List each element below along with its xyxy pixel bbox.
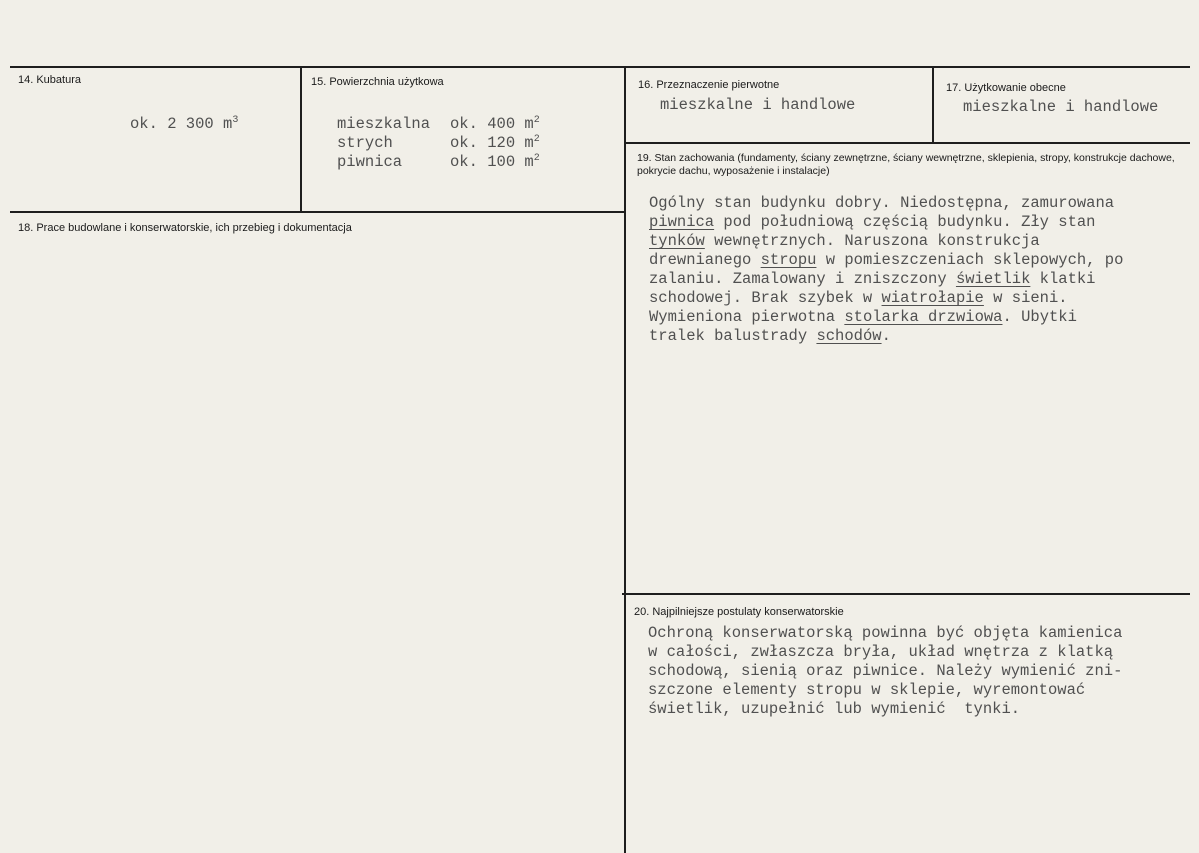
field-15-label: 15. Powierzchnia użytkowa xyxy=(311,76,444,88)
area-row xyxy=(337,115,430,134)
stan-text-segment: wewnętrznych. Naruszona konstrukcja xyxy=(704,232,1040,250)
divider-under-16-17 xyxy=(625,142,1190,144)
area-row-value xyxy=(450,115,540,134)
stan-line xyxy=(649,232,1189,251)
top-border-line xyxy=(10,66,1190,68)
underlined-term: tynków xyxy=(649,232,705,250)
kubatura-exponent: 3 xyxy=(232,115,239,126)
postulaty-line: Ochroną konserwatorską powinna być objęta kamienica xyxy=(648,624,1123,642)
postulaty-line: szczone elementy stropu w sklepie, wyremontować xyxy=(648,681,1086,699)
stan-line xyxy=(649,270,1189,289)
postulaty-line: w całości, zwłaszcza bryła, układ wnętrza z klatką xyxy=(648,643,1114,661)
area-name: piwnica xyxy=(337,153,403,171)
field-19-text xyxy=(649,194,1189,346)
area-value: 100 m xyxy=(487,153,534,171)
stan-line xyxy=(649,251,1189,270)
field-14-label: 14. Kubatura xyxy=(18,74,81,86)
stan-line xyxy=(649,308,1189,327)
divider-16-17 xyxy=(932,67,934,143)
stan-text-segment: schodowej. Brak szybek w xyxy=(649,289,882,307)
stan-text-segment: Ogólny stan budynku dobry. Niedostępna, zamurowana xyxy=(649,194,1115,212)
area-row-value xyxy=(450,134,540,153)
area-row xyxy=(337,134,393,153)
divider-above-20 xyxy=(622,593,1190,595)
area-value: 120 m xyxy=(487,134,534,152)
field-19-label: 19. Stan zachowania (fundamenty, ściany zewnętrzne, ściany wewnętrzne, sklepienia, stropy, konstrukcje dachowe, pokrycie dachu, wyposażenie i instalacje) xyxy=(637,152,1175,177)
field-16-label: 16. Przeznaczenie pierwotne xyxy=(638,79,780,91)
stan-line xyxy=(649,213,1189,232)
area-value: 400 m xyxy=(487,115,534,133)
field-18-label: 18. Prace budowlane i konserwatorskie, ich przebieg i dokumentacja xyxy=(18,222,352,234)
field-20-text xyxy=(648,624,1122,719)
underlined-term: wiatrołapie xyxy=(881,289,984,307)
area-prefix: ok. xyxy=(450,134,478,152)
stan-text-segment: tralek balustrady xyxy=(649,327,817,345)
underlined-term: piwnica xyxy=(649,213,715,231)
field-20-label: 20. Najpilniejsze postulaty konserwatorskie xyxy=(634,606,844,618)
kubatura-value: ok. 2 300 m xyxy=(130,115,233,133)
stan-text-segment: . xyxy=(881,327,891,345)
field-17-label: 17. Użytkowanie obecne xyxy=(946,82,1066,94)
underlined-term: stropu xyxy=(760,251,817,269)
divider-under-14-15 xyxy=(10,211,625,213)
area-row xyxy=(337,153,402,172)
postulaty-line: świetlik, uzupełnić lub wymienić tynki. xyxy=(648,700,1021,718)
area-name: mieszkalna xyxy=(337,115,431,133)
stan-text-segment: w pomieszczeniach sklepowych, po xyxy=(816,251,1124,269)
area-exponent: 2 xyxy=(533,153,540,164)
area-exponent: 2 xyxy=(533,115,540,126)
stan-text-segment: klatki xyxy=(1030,270,1096,288)
divider-15-16 xyxy=(624,67,626,853)
area-name: strych xyxy=(337,134,393,152)
field-16-value: mieszkalne i handlowe xyxy=(660,96,856,114)
area-prefix: ok. xyxy=(450,153,478,171)
area-exponent: 2 xyxy=(533,134,540,145)
underlined-term: świetlik xyxy=(955,270,1031,288)
stan-text-segment: pod południową częścią budynku. Zły stan xyxy=(714,213,1096,231)
stan-text-segment: zalaniu. Zamalowany i zniszczony xyxy=(649,270,956,288)
stan-text-segment: w sieni. xyxy=(983,289,1068,307)
field-17-value: mieszkalne i handlowe xyxy=(963,98,1159,116)
underlined-term: schodów xyxy=(816,327,882,345)
stan-text-segment: drewnianego xyxy=(649,251,761,269)
field-14-value xyxy=(130,115,238,134)
area-prefix: ok. xyxy=(450,115,478,133)
underlined-term: stolarka drzwiowa xyxy=(844,308,1003,326)
stan-line xyxy=(649,194,1189,213)
postulaty-line: schodową, sienią oraz piwnice. Należy wymienić zni- xyxy=(648,662,1123,680)
stan-text-segment: . Ubytki xyxy=(1002,308,1077,326)
area-row-value xyxy=(450,153,540,172)
stan-line xyxy=(649,327,1189,346)
divider-14-15 xyxy=(300,67,302,213)
stan-line xyxy=(649,289,1189,308)
stan-text-segment: Wymieniona pierwotna xyxy=(649,308,845,326)
